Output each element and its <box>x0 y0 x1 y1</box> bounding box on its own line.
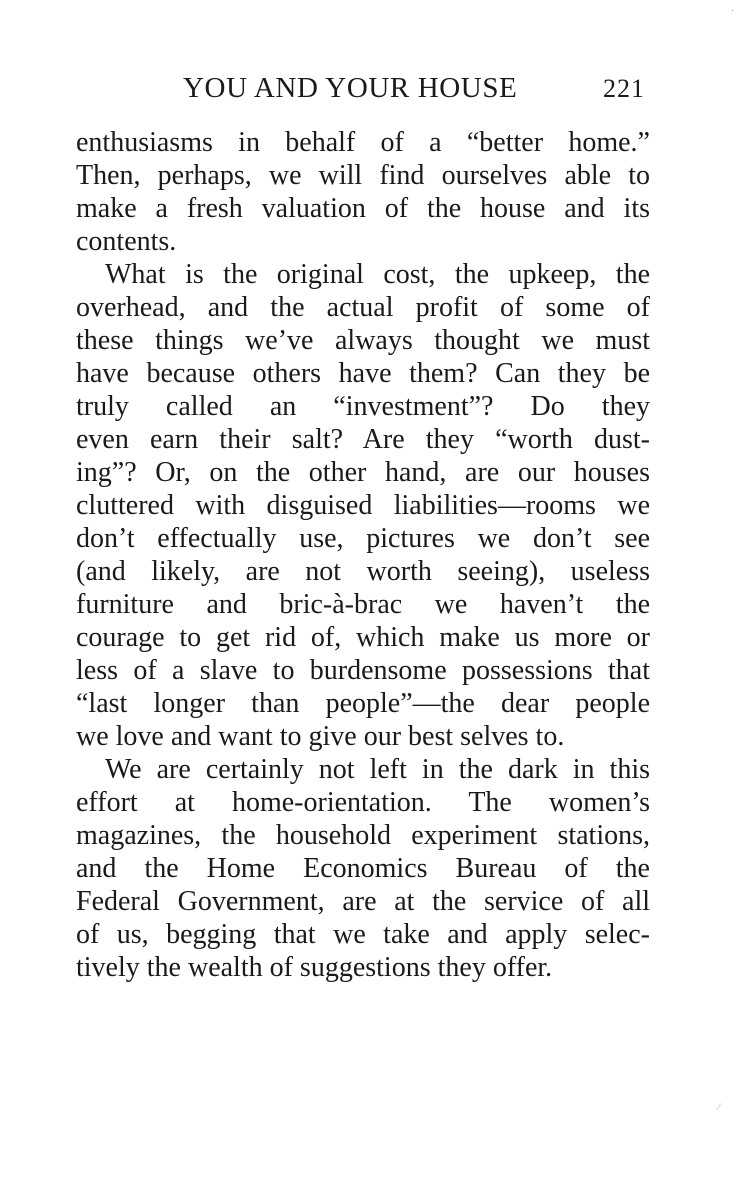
text-line: make a fresh valuation of the house and its <box>76 193 650 224</box>
scan-speck: ⁄ <box>718 1102 720 1112</box>
running-head <box>76 72 658 116</box>
text-line: Federal Government, are at the service of all <box>76 886 650 917</box>
text-line: We are certainly not left in the dark in this <box>105 754 650 785</box>
running-title: YOU AND YOUR HOUSE <box>183 72 518 104</box>
text-line: What is the original cost, the upkeep, the <box>105 259 650 290</box>
text-line: even earn their salt? Are they “worth dust- <box>76 424 650 455</box>
text-line: tively the wealth of suggestions they offer. <box>76 952 553 983</box>
text-line: we love and want to give our best selves to. <box>76 721 565 752</box>
text-line: these things we’ve always thought we must <box>76 325 650 356</box>
text-line: and the Home Economics Bureau of the <box>76 853 650 884</box>
text-line: Then, perhaps, we will find ourselves able to <box>76 160 650 191</box>
text-line: truly called an “investment”? Do they <box>76 391 650 422</box>
paragraph <box>76 126 650 258</box>
text-line: “last longer than people”—the dear people <box>76 688 650 719</box>
text-line: (and likely, are not worth seeing), useless <box>76 556 650 587</box>
text-line: of us, begging that we take and apply selec- <box>76 919 650 950</box>
paragraph <box>76 753 650 984</box>
text-line: cluttered with disguised liabilities—rooms we <box>76 490 650 521</box>
body-text <box>76 126 650 984</box>
text-line: less of a slave to burdensome possessions that <box>76 655 650 686</box>
text-line: enthusiasms in behalf of a “better home.” <box>76 127 650 158</box>
text-line: magazines, the household experiment stations, <box>76 820 650 851</box>
text-line: effort at home-orientation. The women’s <box>76 787 650 818</box>
text-line: have because others have them? Can they be <box>76 358 650 389</box>
text-line: don’t effectually use, pictures we don’t see <box>76 523 650 554</box>
paragraph <box>76 258 650 753</box>
page-number: 221 <box>603 74 645 103</box>
text-line: overhead, and the actual profit of some of <box>76 292 650 323</box>
text-line: courage to get rid of, which make us more or <box>76 622 650 653</box>
scan-speck: ․ <box>731 3 735 13</box>
text-line: furniture and bric-à-brac we haven’t the <box>76 589 650 620</box>
text-line: contents. <box>76 226 177 257</box>
text-line: ing”? Or, on the other hand, are our houses <box>76 457 650 488</box>
